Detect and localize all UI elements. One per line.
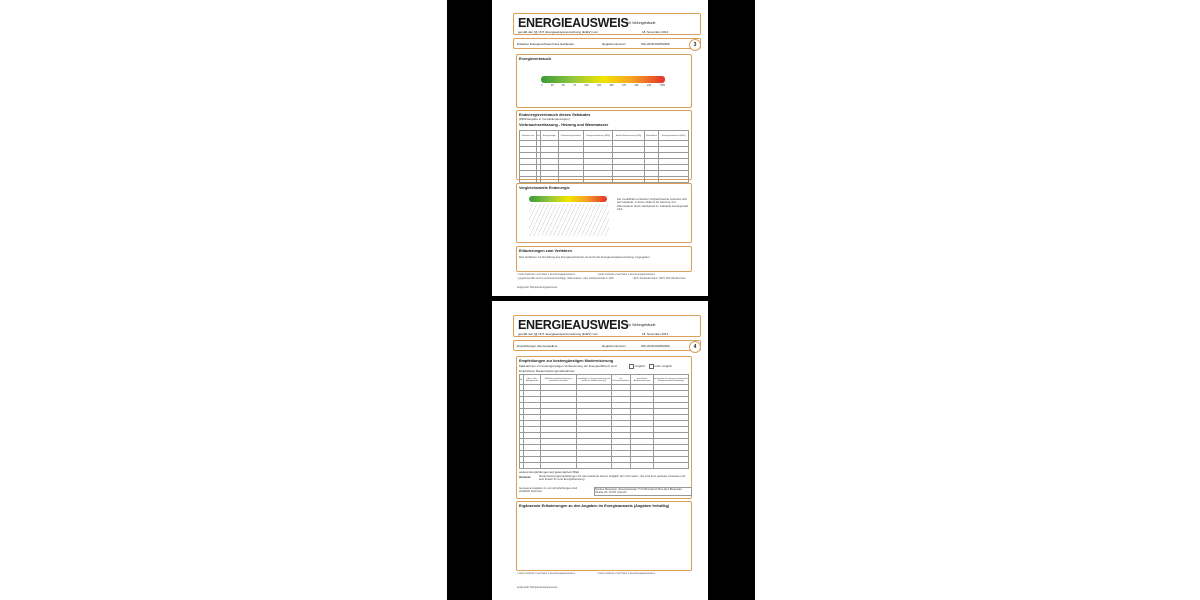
scale-tick: 175	[621, 84, 626, 87]
endenergie-sub: [Pflichtangabe in Immobilienanzeigen]	[519, 117, 570, 121]
reg-section-label-p2: Empfehlungen des Ausstellers	[517, 344, 558, 348]
table-row	[520, 463, 689, 469]
verbrauch-table	[519, 130, 689, 183]
document-page-4	[492, 301, 708, 600]
scale-tick: 0	[541, 84, 543, 87]
scale-tick: 225	[647, 84, 651, 87]
doc-subtitle: für Wohngebäude	[627, 21, 656, 25]
doc-title: ENERGIEAUSWEIS	[518, 16, 629, 30]
verbrauch-title: Verbrauchserfassung - Heizung und Warmwasser	[519, 123, 609, 127]
table-cell	[611, 463, 631, 469]
footnote-1: ¹ siehe Fußnote 1 auf Seite 1 des Energieausweises	[517, 273, 575, 276]
column-header: Anteil Warmwasser [kWh]	[613, 131, 644, 141]
reg-section-label: Erfasster Energieverbrauch des Gebäudes	[517, 42, 574, 46]
document-page-3	[492, 0, 708, 296]
scale-tick: 100	[584, 84, 589, 87]
table-cell	[653, 463, 688, 469]
energy-scale-ticks	[541, 84, 665, 87]
table-cell	[541, 177, 558, 183]
doc-date-p2: 18. November 2013	[642, 331, 669, 336]
vergleich-title: Vergleichswerte Endenergie	[519, 185, 570, 190]
energy-title: Energieverbrauch	[519, 56, 552, 61]
footnote-4: ⁴ EFH: Einfamilienhaus, MFH: Mehrfamilienhaus	[632, 277, 686, 280]
hinweis-label: Hinweis:	[519, 475, 532, 479]
table-cell	[520, 177, 537, 183]
table-row	[520, 177, 689, 183]
table-cell	[631, 463, 653, 469]
column-header: empfohlen in Zusammenhang mit größerer Modernisierung	[576, 375, 611, 385]
scale-tick: 200	[634, 84, 639, 87]
erlaeuterung-title: Erläuterungen zum Verfahren	[519, 248, 572, 253]
scale-tick: >250	[659, 84, 665, 87]
table-cell	[659, 177, 689, 183]
doc-header	[513, 13, 701, 35]
footnote-2-p2: ² siehe Fußnote 2 auf Seite 1 des Energieausweises	[597, 572, 655, 575]
empf-sub: Maßnahmen zur kostengünstigen Verbesserung der Energieeffizienz sind	[519, 364, 617, 368]
scale-tick: 25	[550, 84, 554, 87]
genauere-value: Markus Beispieler, Energieberater TÜV-Rheinland Plus-Zert Beispieler Straße 20, 41751 Viersen	[594, 487, 692, 496]
table-header-row	[520, 375, 689, 385]
empf-options	[629, 364, 676, 369]
doc-title-p2: ENERGIEAUSWEIS	[518, 318, 629, 332]
page-number: 3	[689, 39, 701, 51]
recommendations-section	[516, 356, 692, 499]
doc-header-p2	[513, 315, 701, 337]
column-header: Primärenergie-faktor	[558, 131, 583, 141]
genauere-label: Genauere Angaben zu den Empfehlungen sind erhältlich bei/unter:	[519, 487, 578, 494]
table-cell	[644, 177, 658, 183]
page-number-p2: 4	[689, 341, 701, 353]
comparison-labels	[529, 204, 609, 236]
scale-tick: 50	[562, 84, 565, 87]
comparison-section	[516, 183, 692, 243]
registration-bar-p2	[513, 340, 701, 351]
scale-tick: 125	[596, 84, 601, 87]
table-cell	[541, 463, 577, 469]
doc-date: 18. November 2013	[642, 29, 669, 34]
producer-p2: Aufgestellt: Beispiel-Energieausweis	[517, 586, 558, 589]
comparison-scale-bar	[529, 196, 607, 202]
column-header: Nr.	[520, 375, 524, 385]
empf-title: Empfehlungen zur kostengünstigen Modernisierung	[519, 358, 614, 363]
opt-yes: möglich	[634, 364, 645, 369]
energy-scale-bar	[541, 76, 665, 83]
table-cell	[523, 463, 540, 469]
doc-law-p2: gemäß den §§ 16 ff. Energieeinsparverordnung (EnEV) vom	[518, 331, 598, 336]
column-header: geschätzte Amortisationszeit	[631, 375, 653, 385]
footnote-3: ³ siehe Fußnote 2 auf Seite 1 des Energieausweises	[597, 273, 655, 276]
hinweis-text: Modernisierungsempfehlungen für das Gebäude dienen lediglich der Information. Sie sind kurz gefasste Hinweise und kein Ersatz für eine Energieberatung.	[539, 475, 686, 482]
ergaenzend-title: Ergänzende Erläuterungen zu den Angaben im Energieausweis (Angaben freiwillig)	[519, 503, 670, 508]
registration-bar	[513, 38, 701, 49]
opt-no: nicht möglich	[654, 364, 673, 369]
consumption-section	[516, 110, 692, 180]
column-header: bis	[536, 131, 541, 141]
energy-section	[516, 54, 692, 108]
column-header: Energieverbrauch [kWh]	[583, 131, 613, 141]
supplementary-section	[516, 501, 692, 571]
footnote-1-p2: ¹ siehe Fußnote 1 auf Seite 1 des Energieausweises	[517, 572, 575, 575]
reg-label: Registriernummer	[602, 42, 626, 46]
scale-tick: 75	[573, 84, 576, 87]
column-header: Energieträger	[541, 131, 558, 141]
reg-value-p2: NW-2018-002052390	[641, 344, 670, 348]
recommendations-table	[519, 374, 689, 469]
endenergie-title: Endenergieverbrauch dieses Gebäudes	[519, 112, 591, 117]
footnote-2: ² gegebenenfalls auch Leerstandszuschläge, Warmwasser- oder Kühlpauschale in kWh	[517, 277, 614, 280]
column-header: Maßnahmenbeschreibung in einzelnen Schritten	[541, 375, 577, 385]
table-header-row	[520, 131, 689, 141]
table-cell	[613, 177, 644, 183]
doc-subtitle-p2: für Wohngebäude	[627, 323, 656, 327]
column-header: Bau- oder Anlagenteile	[523, 375, 540, 385]
table-cell	[583, 177, 613, 183]
column-header: Klimafaktor	[644, 131, 658, 141]
weitere-empfehlungen: weitere Empfehlungen auf gesondertem Blatt	[519, 470, 580, 474]
reg-label-p2: Registriernummer	[602, 344, 626, 348]
empf-list-label: Empfohlene Modernisierungsmaßnahmen	[519, 369, 575, 373]
column-header: Energieverbrauch [kWh]	[659, 131, 689, 141]
producer-p1: Aufgestellt: Beispiel-Energieausweis	[517, 286, 558, 289]
column-header: als Einzelmaßnahme	[611, 375, 631, 385]
scale-tick: 150	[609, 84, 614, 87]
table-cell	[558, 177, 583, 183]
table-cell	[576, 463, 611, 469]
column-header: geschätzte Kosten pro eingesparte Kilowattstunde Endenergie	[653, 375, 688, 385]
doc-law: gemäß den §§ 16 ff. Energieeinsparverordnung (EnEV) vom	[518, 29, 598, 34]
reg-value: NW-2018-002052390	[641, 42, 670, 46]
explanation-section	[516, 246, 692, 272]
column-header: Zeitraum von	[520, 131, 537, 141]
erlaeuterung-text: Das Verfahren zur Ermittlung des Energieverbrauchs ist durch die Energieeinsparverordnung vorgegeben.	[519, 256, 651, 259]
vergleich-text: Die modellhaft ermittelten Vergleichswerte beziehen sich auf Gebäude, in denen Wärme für Heizung und Warmwasser durch Heizkessel im Gebäude bereitgestellt wird.	[617, 198, 688, 212]
